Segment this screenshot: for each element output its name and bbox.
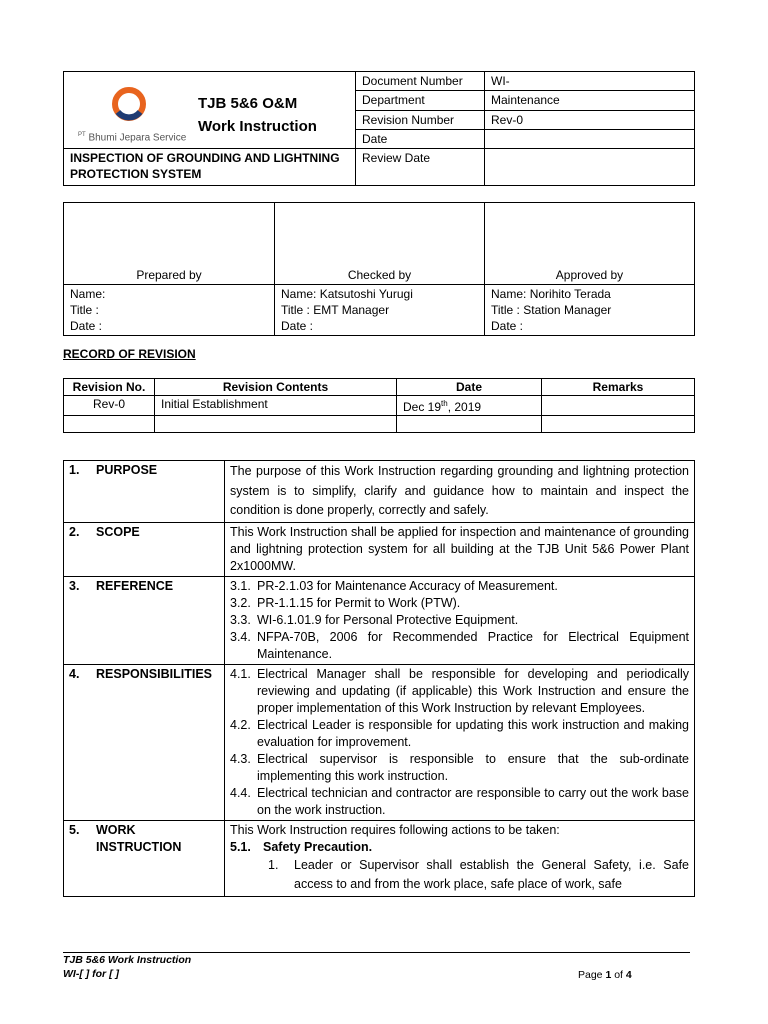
section-purpose-text: The purpose of this Work Instruction regarding grounding and lightning protection system is to simplify, clarify and guidance how to maintain and inspect the condition is done properly, correctly and safely.	[225, 461, 695, 523]
section-reference-title: 3. REFERENCE	[64, 576, 225, 664]
section-responsibilities-list	[225, 664, 695, 820]
list-item: 3.2. PR-1.1.15 for Permit to Work (PTW).	[230, 595, 461, 610]
logo-cell	[64, 72, 356, 149]
list-item: 3.4. NFPA-70B, 2006 for Recommended Practice for Electrical Equipment Maintenance.	[230, 629, 689, 661]
field-value-department: Maintenance	[485, 91, 695, 110]
col-revision-contents: Revision Contents	[155, 379, 397, 396]
work-instruction-body	[63, 460, 695, 897]
checked-by-title: EMT Manager	[313, 303, 390, 317]
footer-line2: WI-[ ] for [ ]	[63, 968, 119, 980]
field-label-date: Date	[356, 129, 485, 148]
section-scope-title: 2. SCOPE	[64, 522, 225, 576]
approved-by-name: Norihito Terada	[529, 287, 611, 301]
section-work-title: 5. WORK INSTRUCTION	[64, 820, 225, 896]
approved-by-info: Name: Norihito Terada Title : Station Manager Date :	[485, 285, 695, 336]
section-responsibilities-title: 4. RESPONSIBILITIES	[64, 664, 225, 820]
role-prepared-by: Prepared by	[64, 203, 275, 285]
table-row	[64, 416, 695, 433]
prepared-by-info: Name: Title : Date :	[64, 285, 275, 336]
list-item: 4.1. Electrical Manager shall be responsible for developing and periodically reviewing and updating (if applicable) this Work Instruction and ensure the proper implementation of this Work Instruction by relevant Employees.	[230, 666, 689, 715]
list-item: 3.1. PR-2.1.03 for Maintenance Accuracy of Measurement.	[230, 578, 558, 593]
checked-by-name: Katsutoshi Yurugi	[319, 287, 413, 301]
section-reference-list	[225, 576, 695, 664]
col-remarks: Remarks	[542, 379, 695, 396]
work-intro: This Work Instruction requires following actions to be taken:	[230, 822, 560, 837]
field-label-review-date: Review Date	[356, 149, 485, 186]
field-label-department: Department	[356, 91, 485, 110]
list-item: 4.2. Electrical Leader is responsible for updating this work instruction and making evaluation for improvement.	[230, 717, 689, 749]
document-title: INSPECTION OF GROUNDING AND LIGHTNING PROTECTION SYSTEM	[64, 149, 356, 186]
approved-by-title: Station Manager	[523, 303, 612, 317]
field-label-document-number: Document Number	[356, 72, 485, 91]
checked-by-info: Name: Katsutoshi Yurugi Title : EMT Manager Date :	[275, 285, 485, 336]
footer-line1: TJB 5&6 Work Instruction	[63, 954, 192, 966]
revision-table	[63, 378, 695, 433]
field-value-review-date	[485, 149, 695, 186]
section-purpose-title: 1. PURPOSE	[64, 461, 225, 523]
header-title	[198, 92, 317, 138]
list-item: 3.3. WI-6.1.01.9 for Personal Protective Equipment.	[230, 612, 519, 627]
company-logo-icon	[109, 84, 149, 124]
list-item: 4.3. Electrical supervisor is responsible to ensure that the sub-ordinate implementing this work instruction.	[230, 751, 689, 783]
document-header	[63, 71, 695, 186]
company-name: $^{PT}$ Bhumi Jepara Service	[78, 132, 187, 144]
field-value-revision-number: Rev-0	[485, 110, 695, 129]
col-date: Date	[397, 379, 542, 396]
header-title-line2: Work Instruction	[198, 118, 317, 135]
field-value-date	[485, 129, 695, 148]
revision-heading: RECORD OF REVISION	[63, 347, 196, 361]
role-approved-by: Approved by	[485, 203, 695, 285]
role-checked-by: Checked by	[275, 203, 485, 285]
field-value-document-number: WI-	[485, 72, 695, 91]
col-revision-no: Revision No.	[64, 379, 155, 396]
header-title-line1: TJB 5&6 O&M	[198, 95, 298, 112]
list-item: 4.4. Electrical technician and contractor are responsible to carry out the work base on the work instruction.	[230, 785, 689, 817]
table-row: Rev-0 Initial Establishment Dec 19th, 2019	[64, 396, 695, 416]
subsection-safety-precaution: 5.1. Safety Precaution.	[230, 839, 373, 854]
section-scope-text: This Work Instruction shall be applied for inspection and maintenance of grounding and lightning protection system for all building at the TJB Unit 5&6 Power Plant 2x1000MW.	[225, 522, 695, 576]
page-number: Page 1 of 4	[578, 969, 632, 981]
section-work-content	[225, 820, 695, 896]
field-label-revision-number: Revision Number	[356, 110, 485, 129]
list-item: 1. Leader or Supervisor shall establish the General Safety, i.e. Safe access to and from the work place, safe place of work, safe	[268, 857, 689, 891]
signature-table	[63, 202, 695, 336]
footer-doc-info	[63, 953, 191, 981]
